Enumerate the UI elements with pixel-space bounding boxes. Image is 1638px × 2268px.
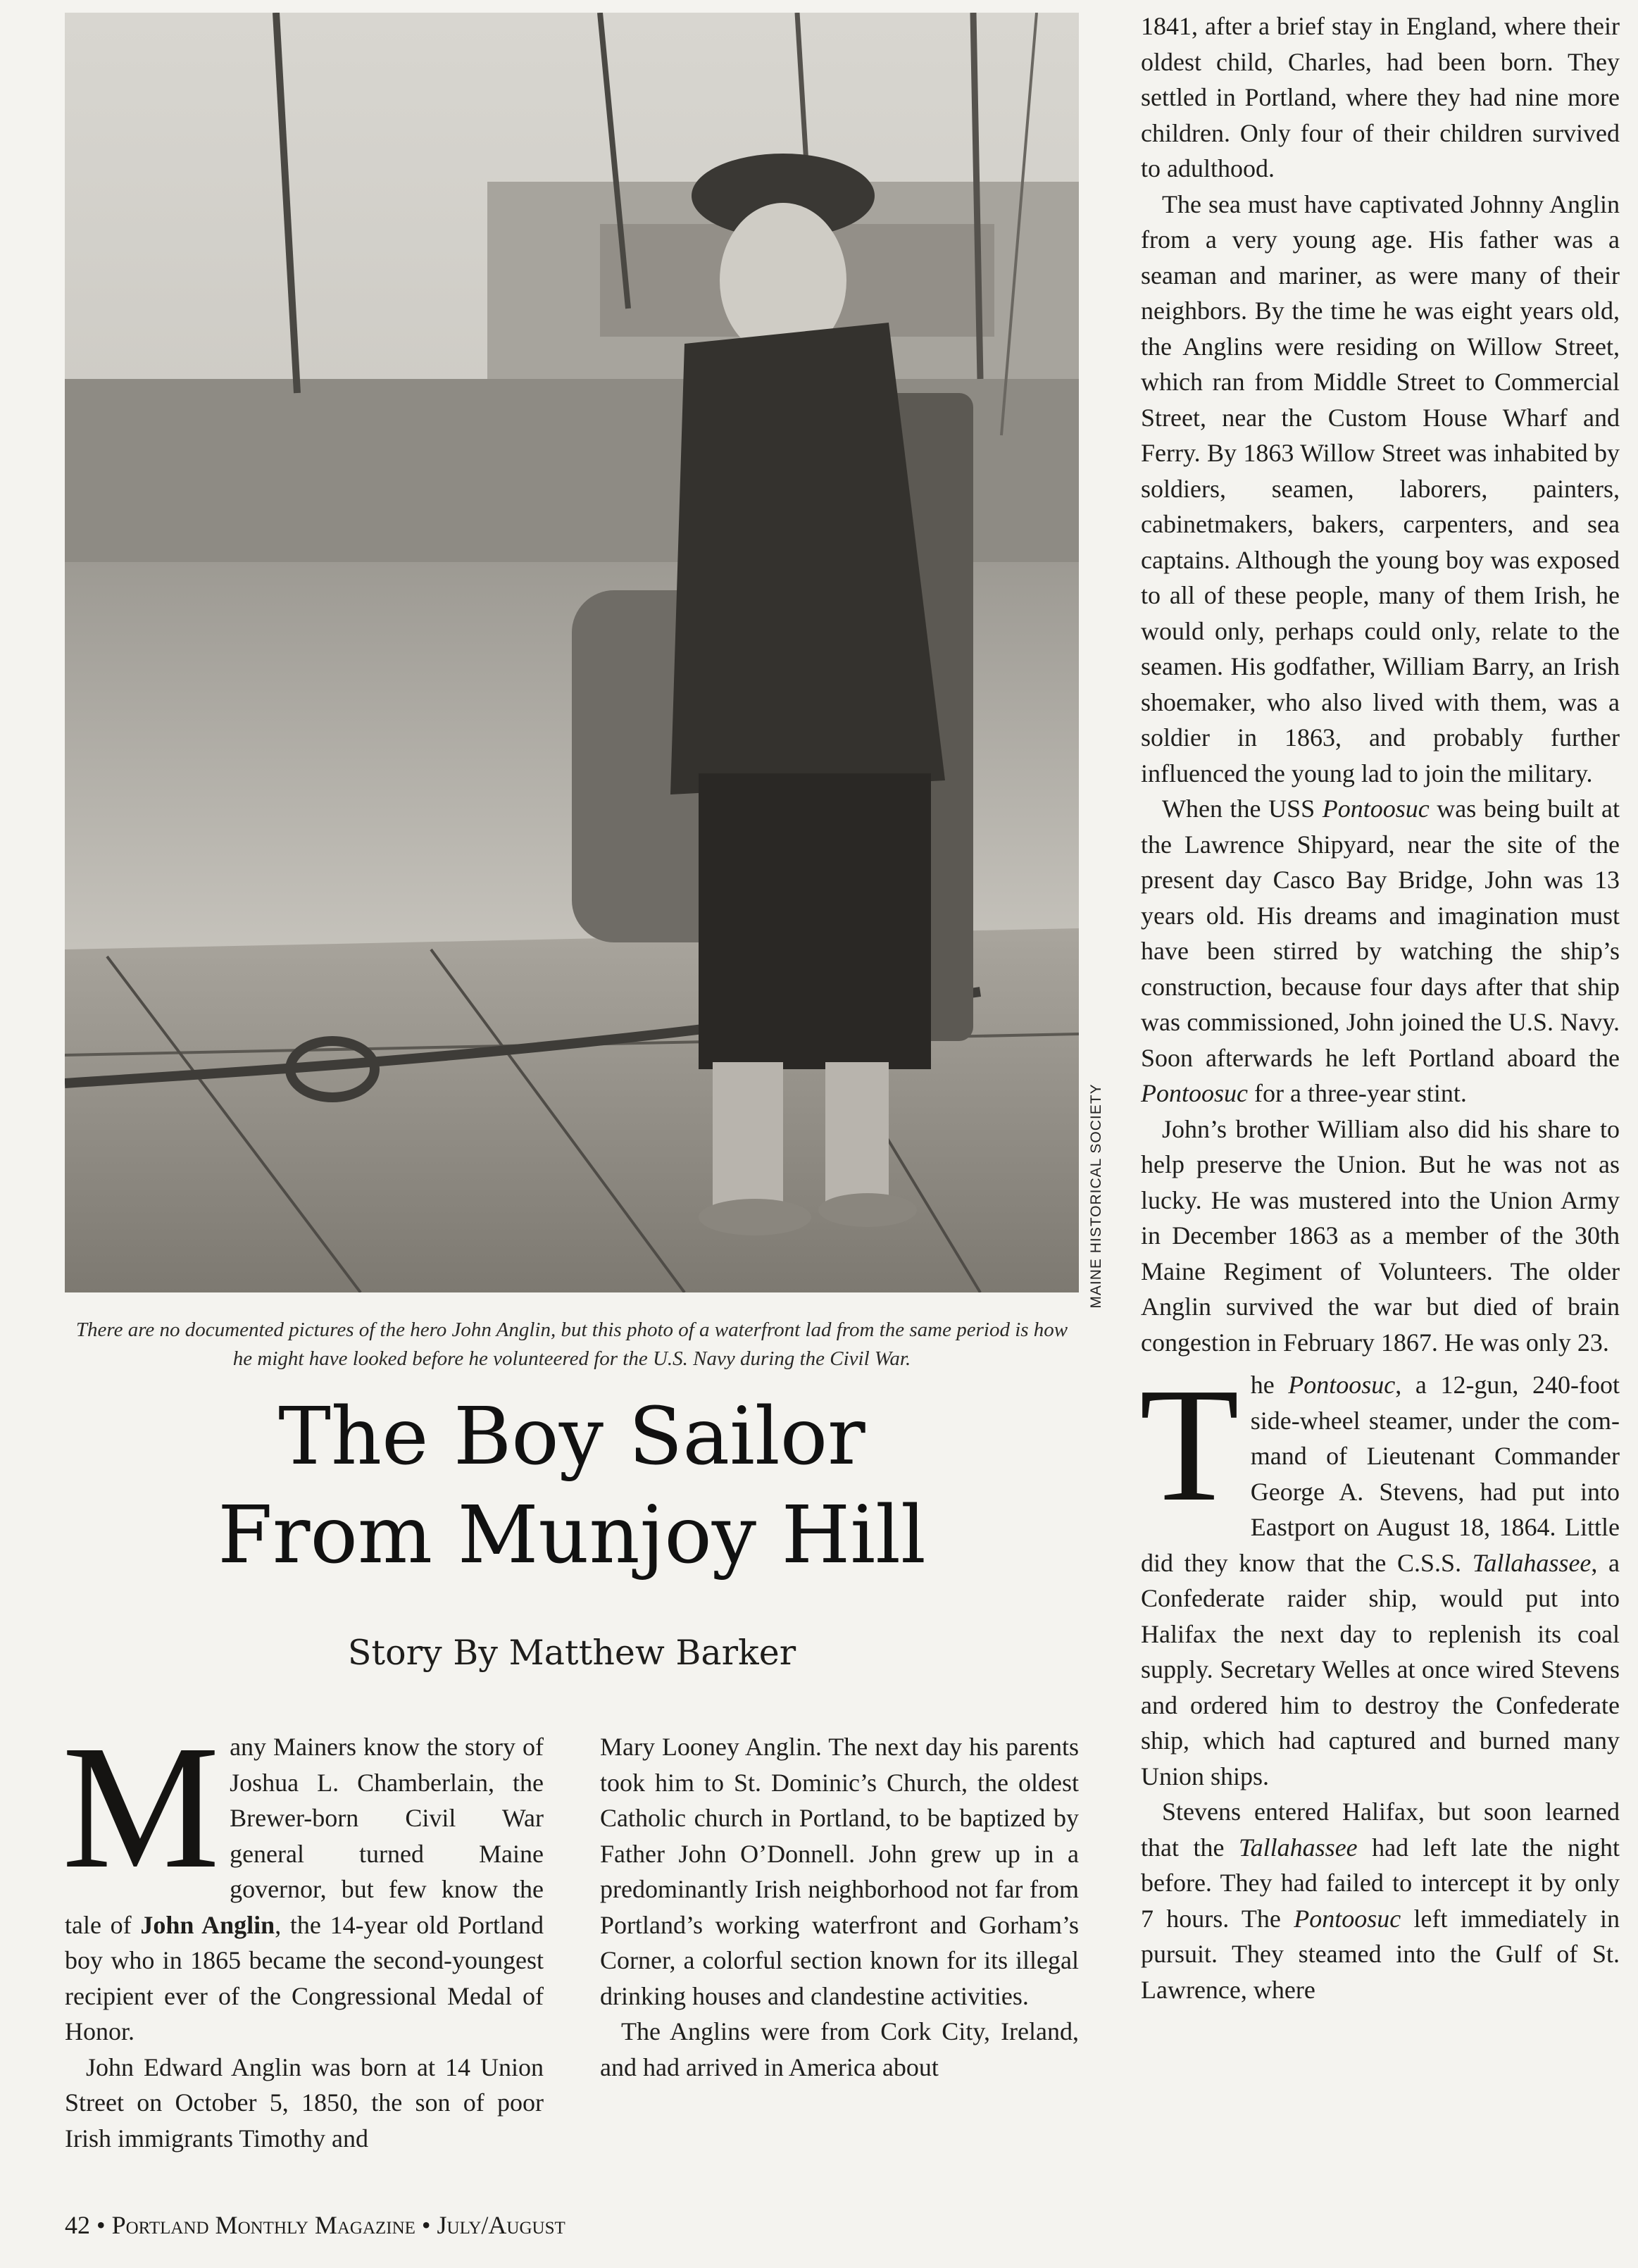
paragraph: Stevens entered Halifax, but soon learned that the Tallahassee had left late the night before. They had failed to intercept it by only 7 hours. The Pontoosuc left immediately in pursuit. They steamed into the Gulf of St. Lawrence, where: [1141, 1797, 1620, 2004]
page-footer: 42 • Portland Monthly Magazine • July/August: [65, 2211, 565, 2239]
paragraph: Many Mainers know the story of Joshua L. Chamberlain, the Brewer-born Civil War general turned Maine governor, but few know the tale of John Anglin, the 14-year old Portland boy who in 1865 became the second-youngest recipient ever of the Congressional Medal of Honor.: [62, 1708, 544, 2045]
paragraph: When the USS Pontoosuc was being built at the Lawrence Shipyard, near the site of the present day Casco Bay Bridge, John was 13 years old. His dreams and imagination must have been stirred by watching the ship’s construction, because four days after that ship was commissioned, John joined the U.S. Navy. Soon afterwards he left Portland aboard the Pontoosuc for a three-year stint.: [1141, 795, 1620, 1107]
archival-photo: [65, 13, 1079, 1292]
name-highlight: John Anglin: [140, 1910, 275, 1939]
paragraph: The sea must have captivated Johnny Anglin from a very young age. His father was a seaman and mariner, as were many of their neighbors. By the time he was eight years old, the Anglins were residing on Willow Street, which ran from Middle Street to Commercial Street, near the Custom House Wharf and Ferry. By 1863 Willow Street was inhabited by soldiers, seamen, laborers, painters, cabinetmakers, bakers, carpenters, and sea captains. Although the young boy was exposed to all of these people, many of them Irish, he would only, perhaps could only, relate to the seamen. His godfather, William Barry, an Irish shoemaker, who also lived with them, was a soldier in 1863, and probably further influenced the young lad to join the military.: [1141, 189, 1620, 787]
article-column-2: [600, 1729, 1079, 2085]
article-headline: [65, 1388, 1079, 1585]
paragraph: 1841, after a brief stay in England, where their oldest child, Charles, had been born. They settled in Portland, where they had nine more children. Only four of their children survived to adulthood.: [1141, 12, 1620, 182]
article-column-3: [1141, 8, 1620, 2007]
paragraph: The Anglins were from Cork City, Ireland, and had arrived in America about: [600, 2017, 1079, 2081]
headline-line-2: From Munjoy Hill: [218, 1490, 926, 1581]
byline: Story By Matthew Barker: [347, 1633, 796, 1673]
paragraph: John Edward Anglin was born at 14 Union Street on October 5, 1850, the son of poor Irish immigrants Timothy and: [65, 2052, 544, 2152]
photo-credit: MAINE HISTORICAL SOCIETY: [1088, 1083, 1104, 1309]
headline-line-1: The Boy Sailor: [278, 1391, 865, 1483]
paragraph: The Pontoosuc, a 12-gun, 240-foot side-wheel steamer, under the command of Lieutenant Commander George A. Stevens, had put into Eastport on August 18, 1864. Little did they know that the C.S.S. Tallahassee, a Confederate raider ship, would put into Halifax the next day to replenish its coal supply. Secretary Welles at once wired Stevens and ordered him to destroy the Confederate ship, which had captured and burned many Union ships.: [1139, 1354, 1620, 1790]
article-column-1: [62, 1708, 544, 2156]
photo-illustration: [65, 13, 1079, 1292]
paragraph: Mary Looney Anglin. The next day his parents took him to St. Dominic’s Church, the oldest Catholic church in Portland, to be baptized by Father John O’Donnell. John grew up in a predominantly Irish neighborhood not far from Portland’s working waterfront and Gorham’s Corner, a colorful section known for its illegal drinking houses and clandestine activities.: [600, 1733, 1079, 2010]
drop-cap: T: [1139, 1354, 1239, 1535]
drop-cap: M: [62, 1708, 220, 1905]
photo-caption: There are no documented pictures of the hero John Anglin, but this photo of a waterfront lad from the same period is how he might have looked before he volunteered for the U.S. Navy during the Civil War.: [75, 1319, 1068, 1370]
paragraph: John’s brother William also did his share to help preserve the Union. But he was not as lucky. He was mustered into the Union Army in December 1863 as a member of the 30th Maine Regiment of Volunteers. The older Anglin survived the war but died of brain congestion in February 1867. He was only 23.: [1141, 1114, 1620, 1357]
